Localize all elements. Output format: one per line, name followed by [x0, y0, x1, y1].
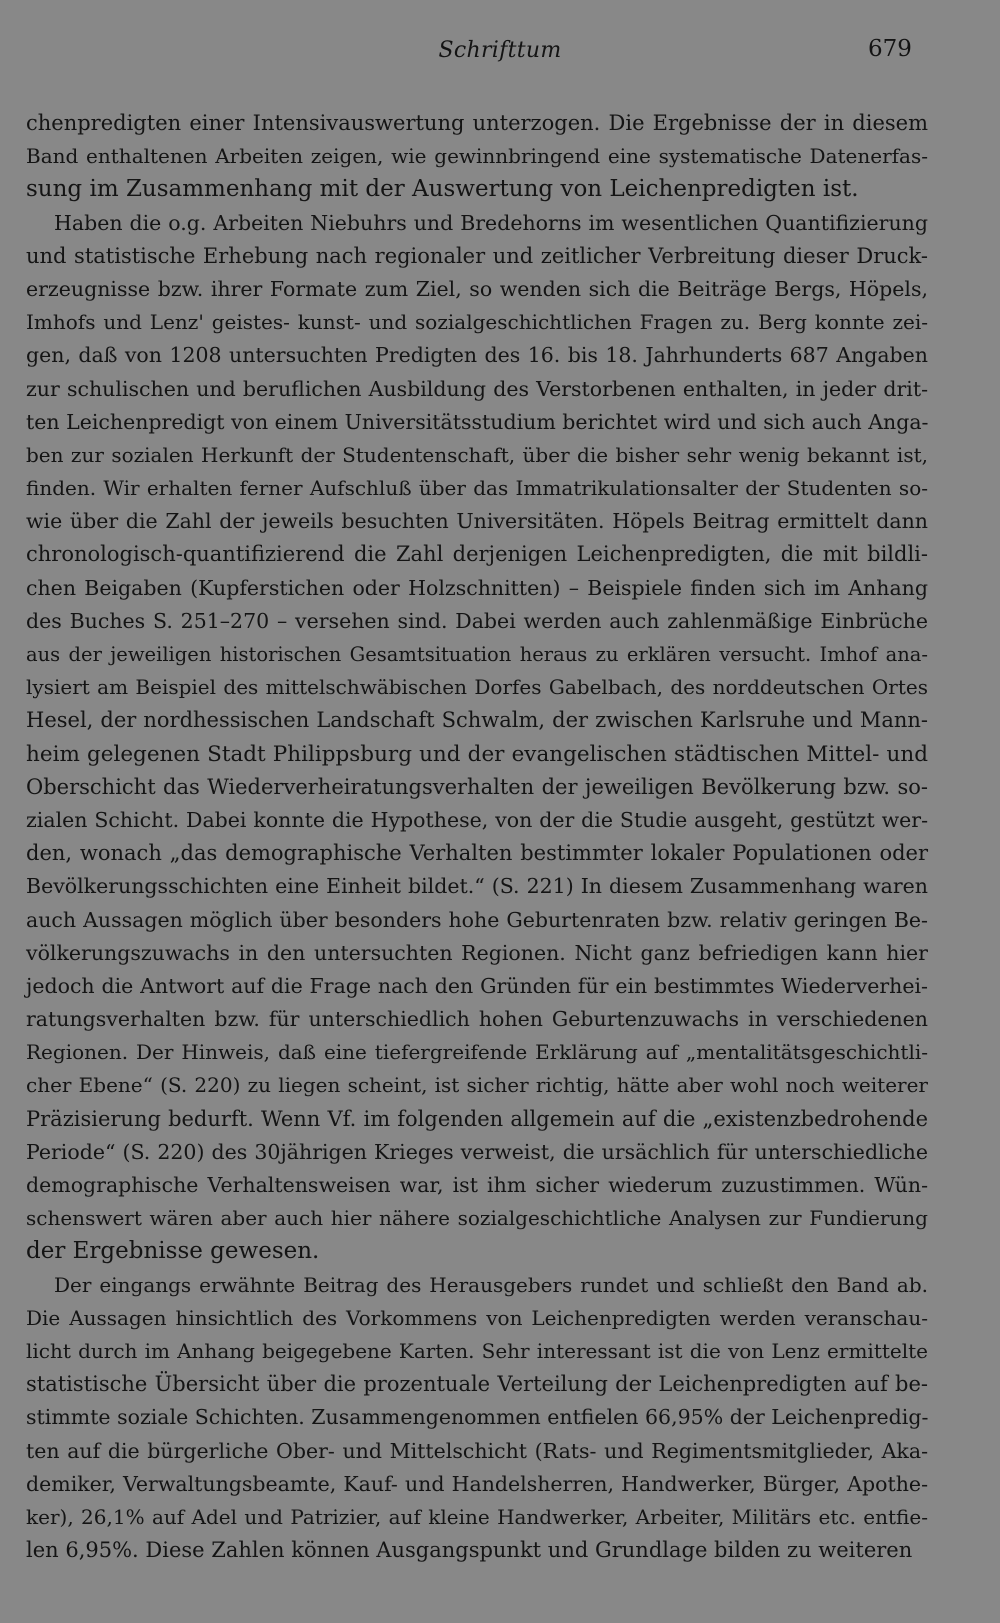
paragraph — [26, 107, 928, 207]
text-line: zur schulischen und beruflichen Ausbildung des Verstorbenen enthalten, in jeder drit- — [26, 376, 928, 401]
text-line: Regionen. Der Hinweis, daß eine tiefergreifende Erklärung auf „mentalitätsgeschichtli- — [26, 1040, 928, 1065]
text-line: statistische Übersicht über die prozentuale Verteilung der Leichenpredigten auf be- — [26, 1372, 928, 1397]
text-line: völkerungszuwachs in den untersuchten Regionen. Nicht ganz befriedigen kann hier — [26, 940, 928, 965]
text-line: ker), 26,1% auf Adel und Patrizier, auf kleine Handwerker, Arbeiter, Militärs etc. entfie- — [26, 1504, 928, 1529]
text-line: ratungsverhalten bzw. für unterschiedlich hohen Geburtenzuwachs in verschiedenen — [26, 1007, 928, 1032]
text-line: chenpredigten einer Intensivauswertung unterzogen. Die Ergebnisse der in diesem — [26, 111, 928, 135]
text-line: Bevölkerungsschichten eine Einheit bildet.“ (S. 221) In diesem Zusammenhang waren — [26, 874, 928, 899]
text-line: wie über die Zahl der jeweils besuchten Universitäten. Höpels Beitrag ermittelt dann — [26, 509, 928, 534]
text-line: ten Leichenpredigt von einem Universitätsstudium berichtet wird und sich auch Anga- — [26, 409, 929, 434]
text-line: chronologisch-quantifizierend die Zahl derjenigen Leichenpredigten, die mit bildli- — [26, 542, 928, 567]
running-header-title: Schrifttum — [438, 38, 562, 63]
text-line: der Ergebnisse gewesen. — [26, 1238, 320, 1265]
text-line: len 6,95%. Diese Zahlen können Ausgangspunkt und Grundlage bilden zu weiteren — [26, 1538, 913, 1563]
text-line: zialen Schicht. Dabei konnte die Hypothese, von der die Studie ausgeht, gestützt wer- — [26, 807, 928, 832]
text-line: und statistische Erhebung nach regionaler und zeitlicher Verbreitung dieser Druck- — [26, 243, 928, 268]
text-line: jedoch die Antwort auf die Frage nach den Gründen für ein bestimmtes Wiederverhei- — [26, 973, 928, 998]
text-line: Imhofs und Lenz' geistes- kunst- und sozialgeschichtlichen Fragen zu. Berg konnte zei- — [26, 310, 928, 335]
text-line: chen Beigaben (Kupferstichen oder Holzschnitten) – Beispiele finden sich im Anhang — [26, 575, 928, 600]
text-line: lysiert am Beispiel des mittelschwäbischen Dorfes Gabelbach, des norddeutschen Ortes — [26, 675, 928, 700]
text-line: Periode“ (S. 220) des 30jährigen Krieges verweist, die ursächlich für unterschiedliche — [26, 1139, 928, 1164]
text-line: finden. Wir erhalten ferner Aufschluß über das Immatrikulationsalter der Studenten so- — [26, 476, 928, 501]
text-line: den, wonach „das demographische Verhalten bestimmter lokaler Populationen oder — [26, 841, 928, 866]
text-line: auch Aussagen möglich über besonders hohe Geburtenraten bzw. relativ geringen Be- — [26, 907, 928, 932]
text-line: cher Ebene“ (S. 220) zu liegen scheint, ist sicher richtig, hätte aber wohl noch weiterer — [26, 1073, 928, 1098]
text-line: schenswert wären aber auch hier nähere sozialgeschichtliche Analysen zur Fundierung — [26, 1206, 928, 1231]
text-line: Hesel, der nordhessischen Landschaft Schwalm, der zwischen Karlsruhe und Mann- — [26, 708, 928, 733]
text-line: ten auf die bürgerliche Ober- und Mittelschicht (Rats- und Regimentsmitglieder, Aka- — [26, 1438, 928, 1463]
paragraph — [26, 1269, 928, 1568]
text-line: gen, daß von 1208 untersuchten Predigten des 16. bis 18. Jahrhunderts 687 Angaben — [26, 343, 928, 368]
text-line: heim gelegenen Stadt Philippsburg und der evangelischen städtischen Mittel- und — [26, 741, 928, 767]
text-line: Die Aussagen hinsichtlich des Vorkommens von Leichenpredigten werden veranschau- — [26, 1305, 928, 1330]
text-line: ben zur sozialen Herkunft der Studentenschaft, über die bisher sehr wenig bekannt ist, — [26, 442, 928, 467]
text-line: Präzisierung bedurft. Wenn Vf. im folgenden allgemein auf die „existenzbedrohende — [26, 1106, 928, 1131]
text-line: sung im Zusammenhang mit der Auswertung von Leichenpredigten ist. — [26, 176, 859, 203]
text-line: Oberschicht das Wiederverheiratungsverhalten der jeweiligen Bevölkerung bzw. so- — [26, 774, 928, 799]
body-text — [26, 107, 928, 1567]
text-line: des Buches S. 251–270 – versehen sind. Dabei werden auch zahlenmäßige Einbrüche — [26, 608, 928, 633]
paragraph — [26, 207, 928, 1269]
text-line: licht durch im Anhang beigegebene Karten. Sehr interessant ist die von Lenz ermittelte — [26, 1338, 928, 1363]
text-line: Der eingangs erwähnte Beitrag des Herausgebers rundet und schließt den Band ab. — [54, 1272, 928, 1297]
text-line: demiker, Verwaltungsbeamte, Kauf- und Handelsherren, Handwerker, Bürger, Apothe- — [26, 1471, 928, 1496]
text-line: demographische Verhaltensweisen war, ist ihm sicher wiederum zuzustimmen. Wün- — [26, 1173, 928, 1197]
text-line: Haben die o.g. Arbeiten Niebuhrs und Bredehorns im wesentlichen Quantifizierung — [54, 210, 928, 235]
text-line: Band enthaltenen Arbeiten zeigen, wie gewinnbringend eine systematische Datenerfas- — [26, 144, 928, 169]
text-line: erzeugnisse bzw. ihrer Formate zum Ziel, so wenden sich die Beiträge Bergs, Höpels, — [26, 276, 928, 301]
text-line: stimmte soziale Schichten. Zusammengenommen entfielen 66,95% der Leichenpredig- — [26, 1405, 929, 1430]
page-number: 679 — [868, 36, 912, 62]
text-line: aus der jeweiligen historischen Gesamtsituation heraus zu erklären versucht. Imhof ana- — [26, 643, 928, 666]
